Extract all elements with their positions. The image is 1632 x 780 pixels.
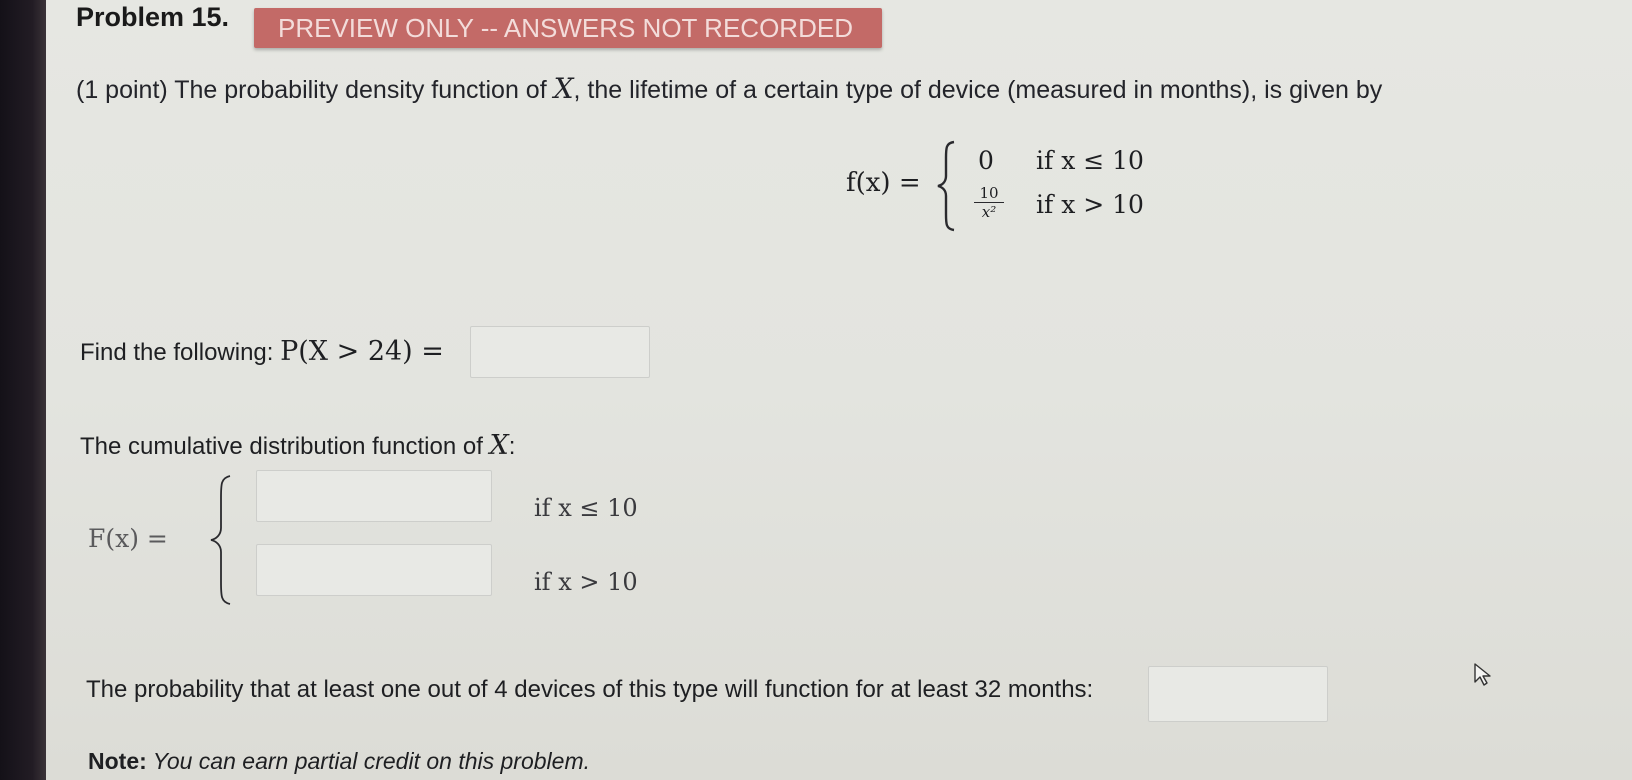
cdf-function-name: F(x) = (88, 524, 168, 553)
note-label: Note: (88, 748, 147, 774)
find-question (80, 336, 444, 367)
cdf-label (80, 430, 515, 461)
pdf-case2-condition: if x > 10 (1036, 190, 1144, 219)
cdf-case2-input[interactable] (256, 544, 492, 596)
cdf-label-variable: X (489, 430, 509, 461)
pdf-left-brace (936, 140, 958, 232)
cdf-case1-condition: if x ≤ 10 (534, 494, 638, 522)
find-label: Find the following: (80, 339, 281, 366)
p-x-greater-24-input[interactable] (470, 326, 650, 378)
pdf-function-name: f(x) = (846, 168, 921, 198)
pdf-case1-condition: if x ≤ 10 (1036, 146, 1144, 175)
mouse-pointer-icon (1471, 662, 1497, 688)
preview-only-badge: PREVIEW ONLY -- ANSWERS NOT RECORDED (254, 8, 882, 48)
cdf-left-brace (208, 474, 234, 606)
intro-variable: X (553, 72, 574, 105)
pdf-case2-denominator: x² (981, 203, 997, 221)
cdf-case2-condition: if x > 10 (534, 568, 638, 596)
find-expression: P(X > 24) = (280, 336, 444, 367)
partial-credit-note (88, 748, 590, 775)
pdf-case1-value: 0 (978, 146, 994, 175)
intro-text: (1 point) The probability density function of (76, 76, 554, 104)
at-least-one-probability-input[interactable] (1148, 666, 1328, 722)
cdf-label-text: The cumulative distribution function of (80, 433, 490, 460)
problem-page (46, 0, 1632, 780)
cdf-label-colon: : (508, 433, 516, 460)
at-least-one-question: The probability that at least one out of 4 devices of this type will function for at least 32 months: (86, 676, 1094, 703)
note-text: You can earn partial credit on this problem. (146, 748, 591, 774)
screen-bezel (0, 0, 46, 780)
problem-statement (76, 72, 1382, 105)
intro-text-end: , the lifetime of a certain type of device (measured in months), is given by (573, 76, 1383, 104)
pdf-case2-fraction (974, 184, 1004, 221)
pdf-case2-numerator: 10 (974, 184, 1004, 203)
cdf-case1-input[interactable] (256, 470, 492, 522)
problem-title: Problem 15. (76, 2, 230, 32)
